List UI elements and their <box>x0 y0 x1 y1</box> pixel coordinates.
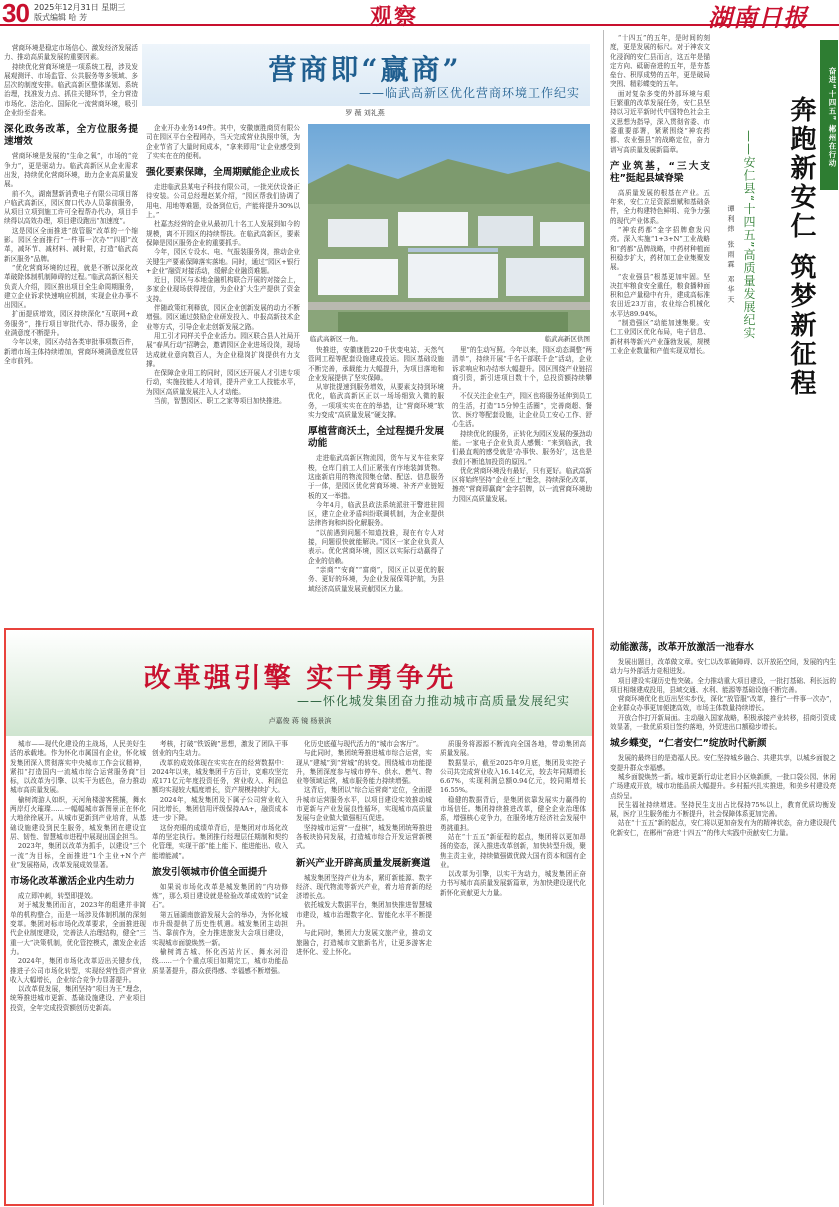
paragraph: “十四五”的五年，是时间的刻度，更是发展的标尺。对于神农文化浸润的安仁县而言，这五年是锚定方向、砥砺奋进的五年，是夯基垒台、积厚成势的五年，更是破局突围、精彩蝶变的五年。 <box>610 34 710 89</box>
bottom-story-column-4 <box>440 740 586 1200</box>
paragraph: 今年4月，临武县政法系统派驻干警进驻园区，建立企业矛盾纠纷联调机制，为企业提供法律咨询和纠纷化解服务。 <box>308 500 444 528</box>
paragraph: 数据显示，截至2025年9月底，集团及实控子公司共完成营业收入16.14亿元，较去年同期增长6.67%，实现利润总额0.94亿元，较同期增长16.55%。 <box>440 758 586 795</box>
paragraph: 民生福祉持续增进。坚持民生支出占比保持75%以上，教育优质均衡发展，医疗卫生服务能力不断提升，社会保障体系更加完善。 <box>610 800 836 819</box>
section-subheading: 深化政务改革，全方位服务提速增效 <box>4 124 138 148</box>
issue-info <box>34 3 125 23</box>
paragraph: 这是园区全面推进“放管服”改革的一个缩影。园区全面推行“一件事一次办”“四即”改革，减环节、减材料、减时限，打造“临武高新区服务”品牌。 <box>4 226 138 263</box>
page-number: 30 <box>2 0 29 28</box>
paragraph: 化历史底蕴与现代活力的“城市会客厅”。 <box>303 740 423 748</box>
paragraph: 企业开办业务149件。其中，安徽康胜商贸有限公司在园区平台全程网办，当天完成营业执照申领，为企业节省了大量时间成本，“拿来即用”让企业感受到了实实在在的便利。 <box>146 124 300 160</box>
bottom-story-byline: 卢嘉俊 蒋 镜 杨景滨 <box>268 717 332 725</box>
paragraph: 站在“十五五”新征程的起点，集团将以更加昂扬的姿态，深入推进改革创新，加快转型升级，聚焦主责主业，持续做强做优做大国有资本和国有企业。 <box>440 832 586 869</box>
paragraph: 近日，园区与本地金融机构联合开展的对接会上，多家企业现场获得授信，为企业扩大生产提供了资金支持。 <box>146 276 300 303</box>
paragraph: 前不久，湖南慧新消费电子有限公司项目落户临武高新区，园区窗口代办人员靠前服务，从项目立项到施工许可全程帮办代办，项目手续得以高效办理，项目建设跑出“加速度”。 <box>4 189 138 226</box>
paragraph: 2024年，城发集团及下属子公司营业收入同比增长，集团信用评级保持AA+，融资成本进一步下降。 <box>152 795 288 823</box>
paragraph: 项目建设实现历史性突破。全力推动重大项目建设，一批打基础、利长远的项目相继建成投用，县域交通、水利、能源等基础设施不断完善。 <box>610 676 836 694</box>
paragraph: “优化营商环境的过程，就是不断以深化改革破除体制机制障碍的过程。”临武高新区相关负责人介绍，园区推出项目全生命周期服务，建立企业诉求快速响应机制，实现企业办事不出园区。 <box>4 263 138 310</box>
industrial-park-photo <box>308 124 590 332</box>
paragraph: 榆树湾游人如织，天河角楼游客熙攘，舞水两岸灯火璀璨……一幅幅城市新图景正在怀化大地徐徐展开。从城市更新到产业培育，从基础设施建设到民生服务，城发集团在建设宜居、韧性、智慧城市进程中展现出国企担当。 <box>10 795 146 841</box>
paragraph: 营商环境是稳定市场信心、激发经济发展活力、推动高质量发展的重要因素。 <box>4 44 138 62</box>
bottom-story-subtitle: ——怀化城发集团奋力推动城市高质量发展纪实 <box>296 694 570 708</box>
paragraph: 从审批提速到服务增效，从要素支持到环境优化，临武高新区正以一场场细致入微的服务，一项项实实在在的举措，让“营商环境”软实力变成“高质量发展”硬支撑。 <box>308 383 444 420</box>
paragraph: 今年，园区专设水、电、气报装服务岗，推动企业关键生产要素保障落实落地。同时，通过“园区+银行+企业”融资对接活动，缓解企业融资难题。 <box>146 248 300 275</box>
paragraph: 持续优化的服务，正转化为园区发展的强劲动能。一家电子企业负责人感慨：“来到临武，我们最直观的感受就是‘办事快、服务好’，这也是我们不断追加投资的原因。” <box>452 429 592 466</box>
paragraph: 第五届湖南旅游发展大会的举办，为怀化城市升级提供了历史性机遇。城发集团主动担当、靠前作为，全力推进旅发大会项目建设，实现城市面貌焕然一新。 <box>152 910 288 947</box>
section-subheading: 厚植营商沃土，全过程提升发展动能 <box>308 426 444 450</box>
paragraph: 面对复杂多变的外部环境与艰巨繁重的改革发展任务，安仁县坚持以习近平新时代中国特色社会主义思想为指导，深入贯彻省委、市委重要部署，紧紧围绕“神农药都、农业强县”的战略定位，奋力谱写高质量发展新篇章。 <box>610 89 710 154</box>
paragraph: “以前遇到问题不知道找谁，现在有专人对接，问题很快就能解决。”园区一家企业负责人表示。优化营商环境，园区以实际行动赢得了企业的信赖。 <box>308 528 444 565</box>
bottom-story-title: 改革强引擎 实干勇争先 <box>143 663 457 694</box>
photo-caption <box>310 334 590 343</box>
paragraph: 开放合作打开新局面。主动融入国家战略，积极承接产业转移，招商引资成效显著，一批优质项目签约落地，外贸进出口额稳步增长。 <box>610 713 836 732</box>
section-subheading: 城乡蝶变，“仁者安仁”绽放时代新颜 <box>610 738 767 750</box>
section-subheading: 强化要素保障，全周期赋能企业成长 <box>146 167 300 179</box>
top-story-subtitle: ——临武高新区优化营商环境工作纪实 <box>358 86 580 100</box>
paragraph: 城乡面貌焕然一新。城市更新行动让老旧小区焕新颜，一批口袋公园、休闲广场建成开放，城市功能品质大幅提升。乡村振兴扎实推进，和美乡村建设亮点纷呈。 <box>610 772 836 800</box>
paragraph: 杜嘉杰经营的企业从最初几十名工人发展到如今的规模，离不开园区的持续帮扶。在临武高新区，要素保障是园区服务企业的重要抓手。 <box>146 220 300 247</box>
paragraph: 改革的成效体现在实实在在的经营数据中：2024年以来，城发集团千方百计，克难攻坚完成171亿元年度投资任务，营业收入、利润总额均实现较大幅度增长，资产规模持续扩大。 <box>152 758 288 795</box>
paragraph: 2024年，集团市场化改革迈出关键步伐，推进子公司市场化转型，实现经营性资产营业收入大幅增长，企业综合竞争力显著提升。 <box>10 957 146 984</box>
paragraph: 与此同时，集团统筹推进城市综合运营，实现从“建城”到“营城”的转变。围绕城市功能提升，集团深度参与城市停车、供水、燃气、物业等领域运营，城市服务能力持续增强。 <box>296 749 432 786</box>
paragraph: 优化营商环境没有最好，只有更好。临武高新区将始终坚持“企业至上”理念，持续深化改革，擦亮“营商即赢商”金字招牌，以一流营商环境助力园区高质量发展。 <box>452 466 592 503</box>
section-title: 观察 <box>370 4 419 30</box>
photo-caption-text: 临武高新区一角。 <box>310 335 362 343</box>
paragraph: 以改革为引擎，以实干为动力，城发集团正奋力书写城市高质量发展新篇章，为加快建设现代化新怀化贡献更大力量。 <box>440 870 586 897</box>
paragraph: 不仅关注企业生产，园区也将服务延伸到员工的生活，打造“15分钟生活圈”，完善商超、餐饮、医疗等配套设施，让企业员工安心工作、舒心生活。 <box>452 392 592 429</box>
paragraph: 质服务将源源不断流向全国各地，带动集团高质量发展。 <box>440 740 586 758</box>
paragraph: 城发集团坚持产业为本，紧盯新能源、数字经济、现代物流等新兴产业，着力培育新的经济增长点。 <box>296 873 432 901</box>
right-story-column-1 <box>610 34 710 634</box>
paragraph: 营商环境优化也迈出坚实步伐，深化“放管服”改革，推行“一件事一次办”，企业群众办事更加便捷高效，市场主体数量持续增长。 <box>610 695 836 713</box>
photo-credit: 临武高新区供图 <box>544 335 590 343</box>
paragraph: 伴随政策红利释放，园区企业创新发展的动力不断增强。园区通过鼓励企业研发投入、申报高新技术企业等方式，引导企业走创新发展之路。 <box>146 304 300 331</box>
bottom-story-column-3 <box>296 740 432 1200</box>
section-subheading: 旅发引领城市价值全面提升 <box>152 866 268 878</box>
column-divider <box>603 30 604 1205</box>
top-story-byline: 罗 薇 刘礼燕 <box>345 109 385 117</box>
right-story-column-2 <box>610 636 836 1202</box>
paragraph: 对于城发集团而言，2023年的组建并非简单的机构整合，而是一场涉及体制机制的深刻变革。集团对标市场化改革要求，全面推进现代企业制度建设，完善法人治理结构，健全“三重一大”决策机制，优化管控模式，激发企业活力。 <box>10 901 146 956</box>
masthead <box>0 0 839 32</box>
industrial-park-aerial-image <box>308 124 590 332</box>
paragraph: “亲商”“安商”“富商”，园区正以更优的服务、更好的环境，为企业发展保驾护航，为县域经济高质量发展贡献园区力量。 <box>308 565 444 593</box>
section-subheading: 市场化改革激活企业内生动力 <box>10 876 135 888</box>
section-subheading: 产业筑基，“三大支柱”挺起县域脊梁 <box>610 160 710 184</box>
paragraph: 依托城发大数据平台，集团加快推进智慧城市建设，城市治理数字化、智能化水平不断提升。 <box>296 901 432 929</box>
issue-date: 2025年12月31日 星期三 <box>34 3 126 12</box>
paragraph: 快推进，安徽康胜220千伏变电站、天然气管网工程等配套设施建成投运。园区基础设施不断完善，承载能力大幅提升，为项目落地和企业发展提供了坚实保障。 <box>308 346 444 382</box>
paragraph: 榆树湾古城、怀化西站片区、舞水河沿线……一个个重点项目如期完工，城市功能品质显著提升，群众获得感、幸福感不断增强。 <box>152 947 288 975</box>
paragraph: 与此同时，集团大力发展文旅产业，推动文旅融合，打造城市文旅新名片，让更多游客走进怀化、爱上怀化。 <box>296 929 432 956</box>
paragraph: 里”的生动写照。今年以来，园区动态调整“两清单”，持续开展“千名干部联千企”活动，企业诉求响应和办结率大幅提升。园区围绕产业链招商引资，新引进项目数十个，总投资额持续攀升。 <box>452 346 592 392</box>
paragraph: 2023年，集团以改革为抓手，以建设“三个一流”为目标，全面推进“1个主业+N个产业”发展格局，改革发展成效显著。 <box>10 842 146 869</box>
paragraph: 用工引才同样关乎企业活力。园区联合县人社局开展“春风行动”招聘会，邀请园区企业进场设岗，现场达成就业意向数百人，为企业稳岗扩岗提供有力支撑。 <box>146 331 300 368</box>
paragraph: 如果说市场化改革是城发集团的“内功修炼”，那么项目建设就是检验改革成效的“试金石”。 <box>152 882 288 910</box>
paragraph: 当前，智慧园区、职工之家等项目加快推进。 <box>153 397 286 406</box>
top-story-column-1 <box>4 44 138 624</box>
top-story-column-4 <box>452 346 592 624</box>
series-tag: 奋进“十四五” 郴州在行动 <box>820 40 838 190</box>
paragraph: 营商环境是发展的“生命之氧”，市场的“竞争力”，更是驱动力。临武高新区从企业需求出发，持续优化营商环境，助力企业高质量发展。 <box>4 152 138 189</box>
bottom-story-column-2 <box>152 740 288 1200</box>
top-story-column-2 <box>146 124 300 624</box>
paragraph: 高质量发展的根基在产业。五年来，安仁立足资源禀赋和基础条件，全力构建特色鲜明、竞争力强的现代产业体系。 <box>610 188 710 225</box>
section-subheading: 动能激荡，改革开放激活一池春水 <box>610 642 754 653</box>
paragraph: 发展出题目，改革做文章。安仁以改革破障碍、以开放拓空间，发展的内生动力与外部活力竞相迸发。 <box>610 658 836 676</box>
paragraph: 扩面提质增效，园区持续深化“互联网+政务服务”，推行项目审批代办、帮办服务，企业满意度不断提升。 <box>4 310 138 338</box>
paragraph: 发展的最终目的是造福人民。安仁坚持城乡融合、共建共享，以城乡面貌之变提升群众幸福感。 <box>610 754 836 772</box>
paragraph: “制造强区”动能加速集聚。安仁工业园区优化布局，电子信息、新材料等新兴产业蓬勃发展，规模工业企业数量和产值实现双增长。 <box>610 319 710 355</box>
top-story-title: 营商即“赢商” <box>268 53 462 86</box>
paragraph: 这份亮眼的成绩单背后，是集团对市场化改革的坚定执行。集团推行经理层任期制和契约化管理，实现干部“能上能下、能进能出、收入能增能减”。 <box>152 823 288 860</box>
paragraph: 考核，打破“铁饭碗”思想，激发了团队干事创业的内生动力。 <box>152 740 288 758</box>
issue-editor: 版式编辑 哈 芳 <box>34 13 88 22</box>
top-story-column-3 <box>308 346 444 624</box>
paragraph: 持续优化营商环境是一项系统工程，涉及发展观测评、市场监管、公共服务等多领域、多层次的制度安排。临武高新区整体谋划、系统治理，找准发力点、抓住关键环节，全力营造市场化、法治化、国际化一流营商环境，吸引企业纷至沓来。 <box>4 62 138 118</box>
paragraph: 站在“十五五”新的起点，安仁将以更加奋发有为的精神状态，奋力建设现代化新安仁，在郴州“奋进‘十四五’”的伟大实践中贡献安仁力量。 <box>610 819 836 837</box>
right-story-subtitle: ——安仁县“十四五”高质量发展纪实 <box>742 130 756 340</box>
paragraph: “农业强县”根基更加牢固。坚决扛牢粮食安全重任，粮食播种面积和总产量稳中有升，建成高标准农田近23万亩，农业综合机械化水平达89.94%。 <box>610 272 710 318</box>
paragraph: 坚持城市运营“一盘棋”，城发集团统筹推进各板块协同发展，打造城市综合开发运营新模式。 <box>296 823 432 851</box>
paragraph: 稳健的数据背后，是集团依靠发展实力赢得的市场信任。集团持续推进改革，健全企业治理体系，增强核心竞争力，在服务地方经济社会发展中勇挑重担。 <box>440 795 586 832</box>
section-subheading: 新兴产业开辟高质量发展新赛道 <box>296 857 431 869</box>
paragraph: 以改革促发展，集团坚持“项目为王”理念，统筹推进城市更新、基础设施建设、产业项目投资，全年完成投资额创历史新高。 <box>10 985 146 1012</box>
paragraph: 这背后，集团以“综合运营商”定位，全面提升城市运营服务水平，以项目建设实效推动城市更新与产业发展良性循环，实现城市高质量发展与企业做大做强相互促进。 <box>296 786 432 823</box>
newspaper-logo: 湖南日报 <box>708 3 808 32</box>
right-story-title: 奔跑新安仁 筑梦新征程 <box>786 96 816 399</box>
paragraph: 城市——现代化建设的主战场，人民美好生活的承载地。作为怀化市属国有企业，怀化城发集团深入贯彻落实中央城市工作会议精神，紧扣“打造国内一流城市综合运营服务商”目标，以改革为引擎、以实干为底色，奋力推动城市高质量发展。 <box>10 740 146 795</box>
paragraph: 在保障企业用工的同时，园区还开展人才引进专项行动，实施技能人才培训，提升产业工人技能水平，为园区高质量发展注入人才动能。 <box>146 369 300 396</box>
bottom-story-column-1 <box>10 740 146 1200</box>
paragraph: 今年以来，园区办结各类审批事项数百件，新增市场主体持续增加，营商环境满意度位居全市前列。 <box>4 338 138 365</box>
right-story-byline: 谭利炜 张雨霖 邓华天 <box>727 205 735 306</box>
paragraph: 成立即冲刺，转型即提效。 <box>17 892 98 901</box>
paragraph: 走进临武高新区物流园，货车与叉车往来穿梭，仓库门前工人们正紧张有序地装卸货物。这座新启用的物流园集仓储、配送、信息服务于一体，是园区优化营商环境、补齐产业链短板的又一举措。 <box>308 454 444 500</box>
paragraph: “神农药都”金字招牌愈发闪亮。深入实施“1+3+N”工业战略和“药都”品牌战略，中药材种植面积稳步扩大，药材加工企业集聚发展。 <box>610 226 710 272</box>
paragraph: 走进临武县某电子科技有限公司，一批光伏设备正待安装。公司总经理赵某介绍，“园区帮我们协调了用电、用地等难题，设备到位后，产能将提升30%以上。” <box>146 183 300 220</box>
